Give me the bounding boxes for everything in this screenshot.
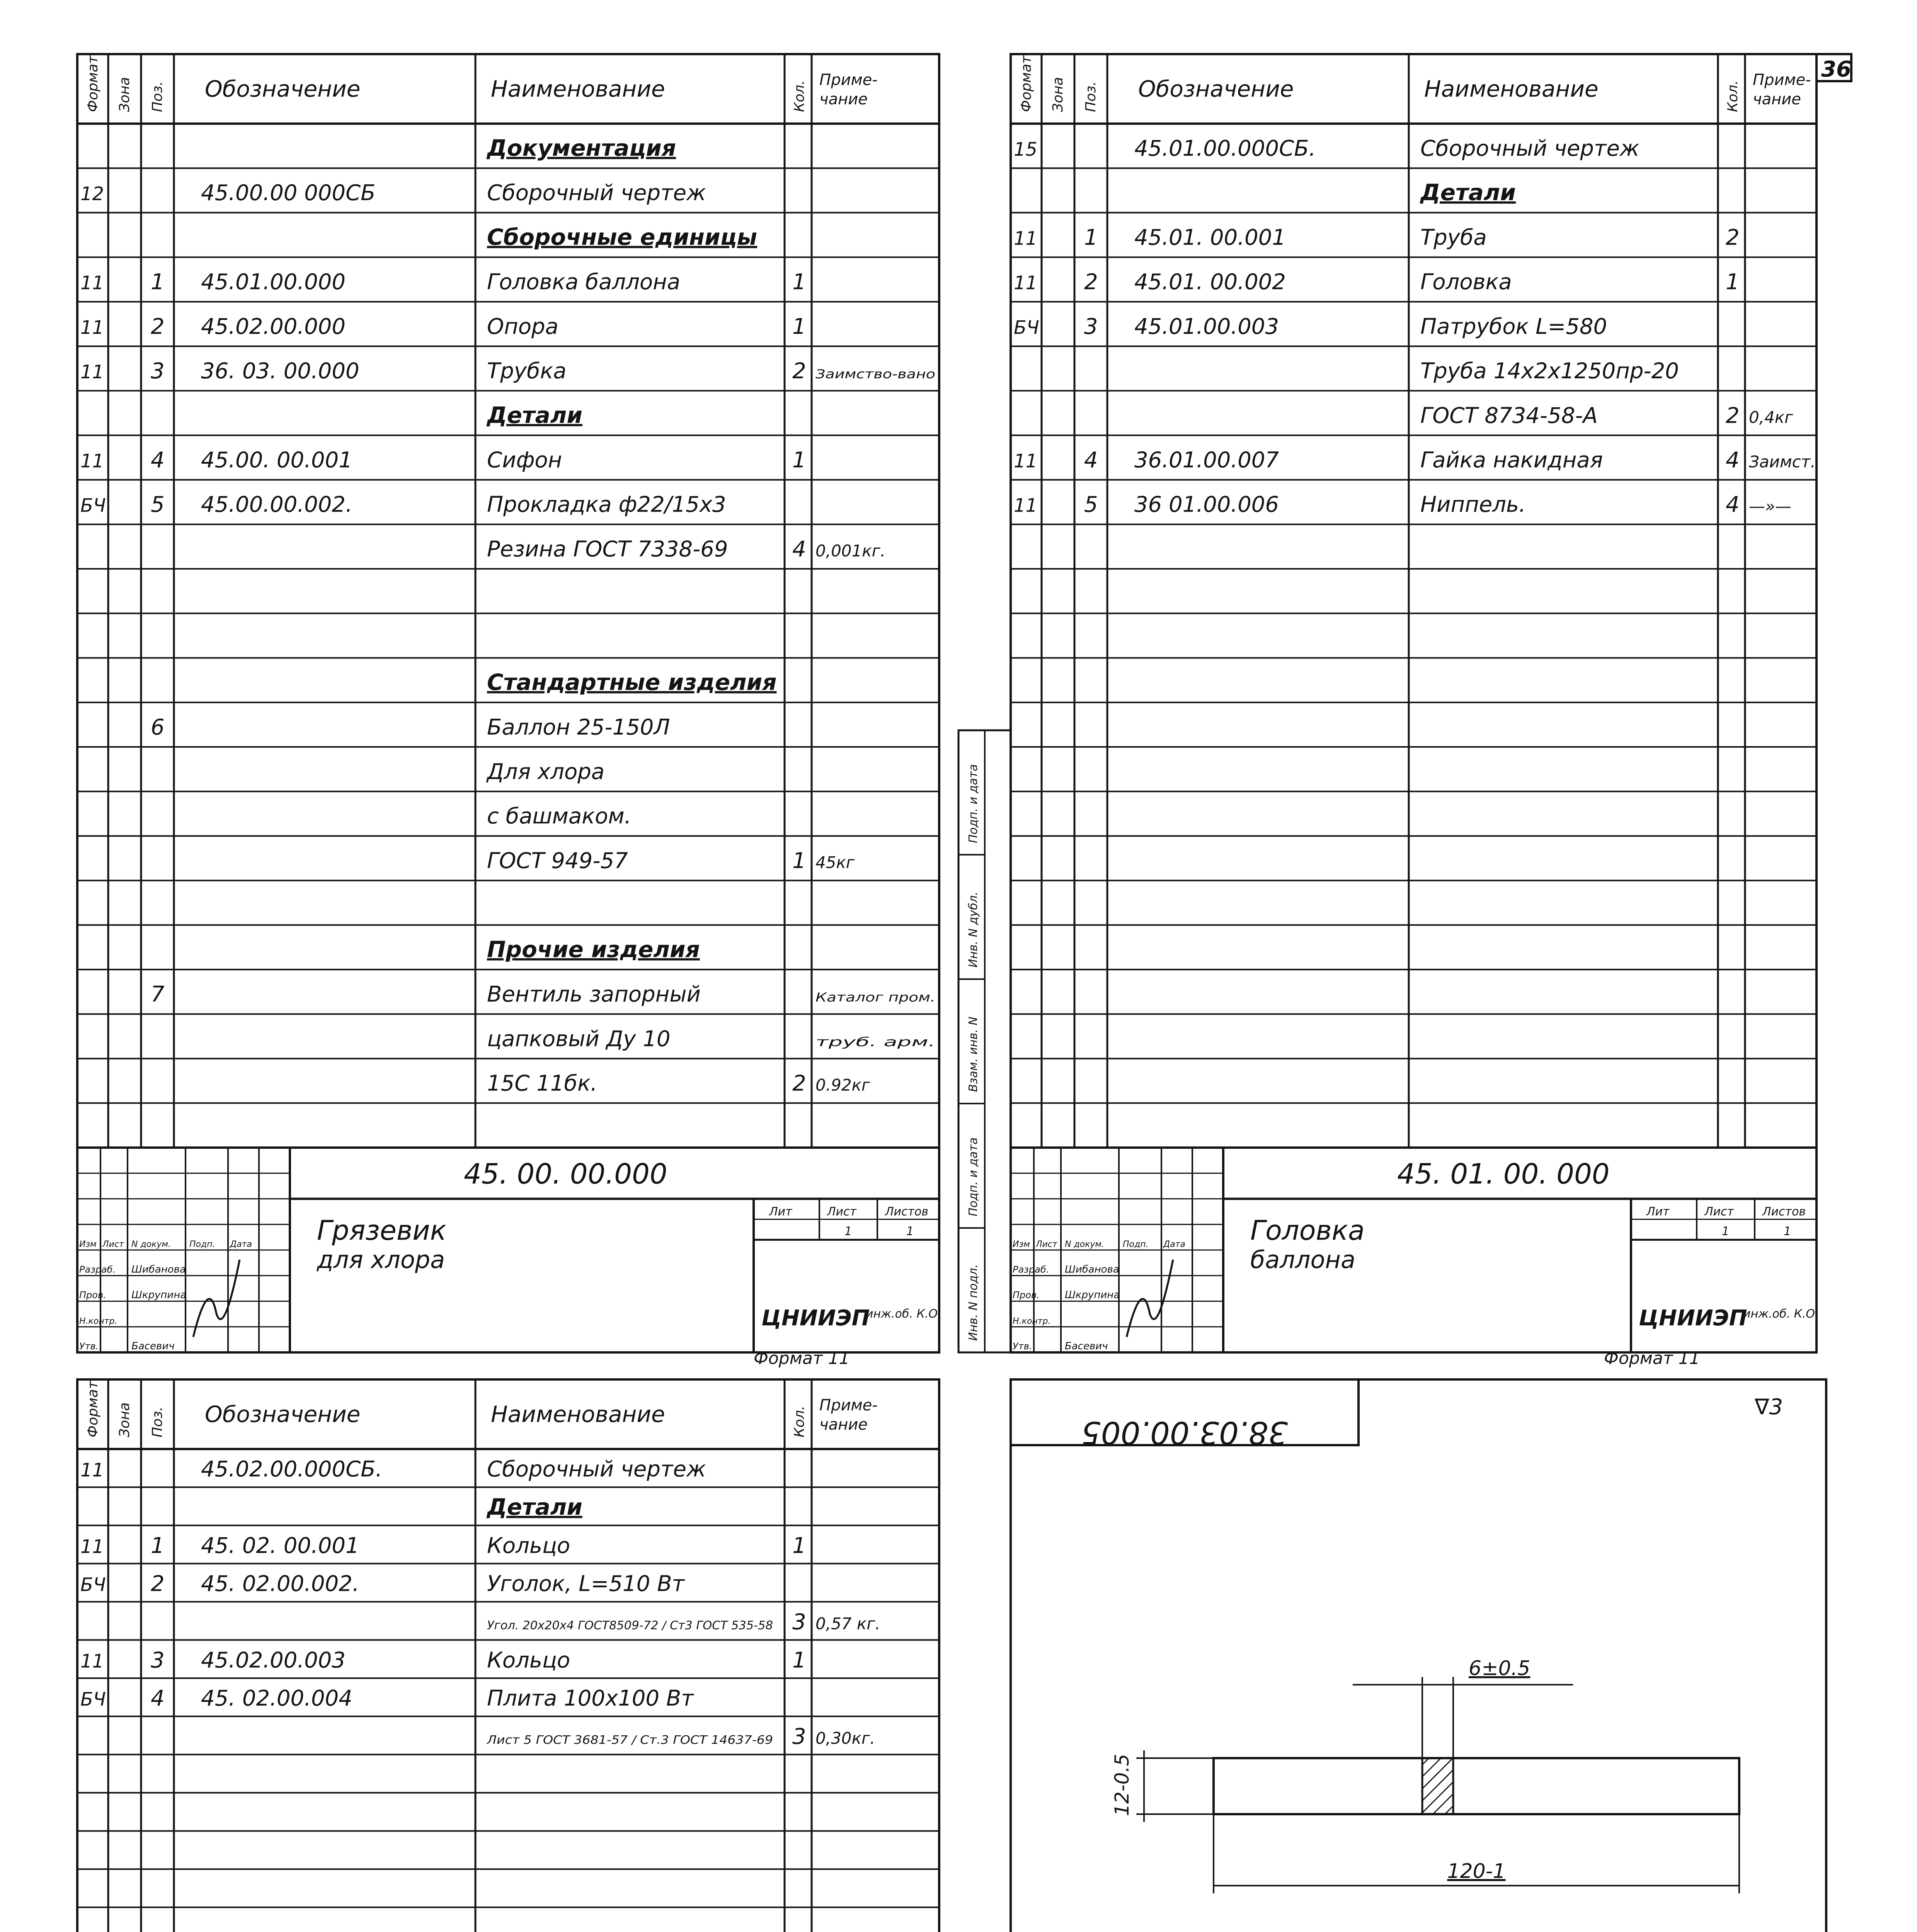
cell-qty: 4 [1726,492,1740,517]
margin-label: Инв. N подл. [967,1264,980,1341]
cell-designation: 45.00.00 000СБ [201,180,376,206]
header-pos: Поз. [150,1406,165,1437]
table-row [77,180,939,213]
cell-name: Опора [487,314,558,339]
tb-nkontr: Н.контр. [79,1316,117,1326]
spec-sheet-golovka-ballona [958,54,1819,1352]
header-name: Наименование [491,1401,665,1427]
cell-name: ГОСТ 8734-58-А [1420,403,1598,429]
cell-format: БЧ [80,1574,106,1596]
cell-name-small: Лист 5 ГОСТ 3681-57 / Ст.3 ГОСТ 14637-69 [486,1733,773,1747]
tb-utv-name: Басевич [131,1340,175,1352]
cell-name: Вентиль запорный [487,982,701,1007]
tb-razrab-name: Шибанова [1065,1264,1119,1276]
cell-qty: 2 [1726,403,1740,429]
table-row [77,1494,939,1526]
header-format: Формат [1018,55,1034,112]
tb-prov: Пров. [1013,1289,1040,1301]
tb-razrab-name: Шибанова [131,1264,186,1276]
cell-pos: 5 [1084,492,1098,517]
header-format: Формат [85,55,101,112]
cell-qty: 4 [792,536,806,562]
cell-pos: 7 [151,982,165,1007]
tb-org: ЦНИИЭП [761,1306,870,1331]
cell-format: 11 [1014,228,1038,250]
tb-lit: Лит [1646,1205,1670,1219]
tb-utv-name: Басевич [1065,1340,1108,1352]
table-row [77,982,939,1014]
tb-sheets: 1 [906,1225,914,1238]
cell-name: Сборочный чертеж [487,180,706,206]
cell-name: Ниппель. [1420,492,1526,517]
header-note: Приме- [1753,71,1811,89]
table-row [77,1533,939,1564]
cell-name: Кольцо [487,1533,570,1558]
cell-pos: 3 [151,1648,165,1673]
tb-doc: N докум. [131,1240,171,1249]
table-row [77,1686,939,1716]
table-row [1011,403,1817,435]
table-row [77,848,939,880]
header-note-2: чание [819,90,868,108]
tb-sheet: 1 [844,1225,852,1238]
dim-width: 6±0.5 [1469,1657,1531,1680]
title-block [1011,1148,1819,1352]
cell-name: Сборочный чертеж [487,1457,706,1482]
tb-date: Дата [230,1240,252,1249]
cell-qty: 3 [792,1609,806,1635]
cell-format: 11 [1014,272,1038,294]
cell-note: 0.92кг [815,1075,870,1095]
cell-note: —»— [1749,497,1791,516]
cell-note: труб. арм. [815,1034,935,1049]
cell-pos: 5 [151,492,165,517]
cell-pos: 2 [151,1571,165,1597]
format-label-q2: Формат 11 [1604,1349,1700,1368]
cell-qty: 1 [792,1533,806,1558]
tb-title-2: для хлора [317,1245,445,1274]
cell-designation: 45.00.00.002. [201,492,352,517]
cell-name: Для хлора [487,759,605,784]
cell-designation: 45.01. 00.002 [1134,269,1286,295]
cell-designation: 45.01.00.000СБ. [1134,136,1316,161]
cell-qty: 1 [792,848,806,874]
cell-qty: 3 [792,1724,806,1750]
title-block [77,1148,941,1352]
cell-qty: 2 [1726,225,1740,250]
cell-qty: 1 [792,447,806,473]
cell-format: 11 [1014,495,1038,517]
cell-name: цапковый Ду 10 [487,1026,671,1052]
cell-qty: 2 [792,1071,806,1096]
cell-format: 11 [80,316,104,338]
table-row [77,936,939,969]
signature [1127,1260,1173,1337]
cell-section: Сборочные единицы [487,224,758,250]
table-row [77,759,939,791]
margin-label: Подп. и дата [967,764,980,843]
tb-razrab: Разраб. [1013,1264,1049,1275]
table-row [77,1610,939,1640]
spec-sheet-gryazevik [77,54,941,1352]
tb-izm: Изм [1013,1240,1030,1249]
cell-section: Детали [1420,179,1516,206]
cell-qty: 1 [792,314,806,339]
cell-pos: 4 [151,1686,165,1711]
dim-length: 120-1 [1447,1860,1506,1883]
table-row [77,224,939,257]
cell-section: Детали [487,1494,582,1520]
cell-note: 0,4кг [1749,408,1793,427]
header-note-2: чание [819,1416,868,1434]
cell-section: Детали [487,402,582,429]
tb-sign: Подп. [189,1240,215,1249]
cell-designation: 45. 02. 00.001 [201,1533,359,1558]
cell-qty: 1 [792,1648,806,1673]
table-row [1011,492,1817,524]
cell-format: 11 [80,361,104,383]
spec-header [1018,55,1811,112]
cell-designation: 36 01.00.006 [1134,492,1279,517]
header-designation: Обозначение [205,1401,361,1427]
table-row [1011,179,1817,213]
cell-name: Гайка накидная [1420,447,1603,473]
table-row [1011,359,1817,391]
cell-name: 15С 11бк. [487,1071,598,1096]
header-name: Наименование [1424,76,1599,102]
cell-qty: 1 [792,269,806,295]
header-pos: Поз. [1083,81,1099,112]
cell-pos: 6 [151,714,165,740]
tb-list-2: Лист [1704,1205,1734,1219]
cell-pos: 1 [151,1533,165,1558]
table-row [77,359,939,391]
table-row [77,402,939,435]
tb-doc-code: 45. 00. 00.000 [464,1157,667,1190]
tb-title: Головка [1250,1214,1365,1247]
table-row [77,1724,939,1755]
table-row [1011,270,1817,302]
cell-note: Каталог пром. [815,990,935,1005]
cell-name: с башмаком. [487,804,632,829]
cell-name-small: Угол. 20х20х4 ГОСТ8509-72 / Ст3 ГОСТ 535-58 [487,1619,773,1633]
header-qty: Кол. [792,1405,807,1437]
cell-note: 0,001кг. [815,541,886,560]
table-row [77,715,939,747]
tb-razrab: Разраб. [79,1264,116,1275]
tb-prov: Пров. [79,1289,106,1301]
spec-header [85,1381,878,1437]
cell-pos: 2 [1084,269,1098,295]
tb-list: Лист [1036,1240,1057,1249]
cell-pos: 4 [151,447,165,473]
page-number: 36 [1821,57,1851,82]
table-row [77,537,939,569]
cell-note: 0,57 кг. [815,1614,880,1633]
cell-section: Стандартные изделия [487,669,777,696]
tb-sheets: 1 [1784,1225,1791,1238]
margin-label: Взам. инв. N [967,1017,980,1092]
cell-name: Баллон 25-150Л [487,714,670,740]
cell-name: Уголок, L=510 Вт [487,1571,685,1597]
cell-format: 11 [80,272,104,294]
tb-title: Грязевик [317,1214,446,1247]
table-row [77,447,939,480]
cell-name: Головка баллона [487,269,681,295]
tb-doc: N докум. [1065,1240,1105,1249]
cell-name: Резина ГОСТ 7338-69 [487,536,728,562]
header-designation: Обозначение [205,76,361,102]
table-row [77,1648,939,1678]
hatched-slot [1422,1758,1453,1814]
header-note-2: чание [1753,90,1801,108]
mirrored-code: 38.03.00.005 [1081,1415,1288,1451]
cell-name: Трубка [487,359,567,384]
tb-lit: Лит [769,1205,792,1219]
cell-note: 45кг [815,853,855,872]
drawing-frame [1011,1379,1826,1932]
cell-designation: 36.01.00.007 [1134,447,1279,473]
cell-pos: 2 [151,314,165,339]
tb-izm: Изм [79,1240,97,1249]
cell-note: 0,30кг. [815,1729,875,1748]
cell-designation: 45.02.00.000СБ. [201,1457,383,1482]
tb-listov: Листов [885,1205,929,1219]
cell-designation: 45. 02.00.004 [201,1686,352,1711]
tb-listov: Листов [1762,1205,1806,1219]
header-zone: Зона [117,1402,133,1437]
tb-utv: Утв. [1013,1341,1032,1352]
cell-name: Кольцо [487,1648,570,1673]
cell-qty: 2 [792,359,806,384]
cell-designation: 45.02.00.003 [201,1648,346,1673]
cell-name: ГОСТ 949-57 [487,848,628,874]
format-label-q1: Формат 11 [754,1349,850,1368]
part-outline [1214,1758,1739,1814]
table-row [1011,447,1817,480]
signature [193,1260,240,1337]
spec-header [85,55,878,112]
header-format: Формат [85,1381,101,1437]
tb-list: Лист [102,1240,124,1249]
table-row [77,1071,939,1103]
cell-pos: 3 [1084,314,1098,339]
tb-prov-name: Шкрупина [131,1289,187,1301]
header-zone: Зона [1050,77,1066,112]
cell-format: БЧ [1014,316,1039,338]
table-row [77,1571,939,1602]
cell-designation: 45.01.00.003 [1134,314,1279,339]
part-drawing-rukoyatka [958,1379,1826,1932]
table-row [1011,136,1817,168]
header-pos: Поз. [150,81,165,112]
table-row [77,1026,939,1058]
cell-name: Сборочный чертеж [1420,136,1639,161]
cell-format: БЧ [80,1689,106,1711]
cell-section: Документация [487,134,676,161]
cell-format: 11 [80,1650,104,1672]
cell-qty: 4 [1726,447,1740,473]
tb-doc-code: 45. 01. 00. 000 [1397,1157,1610,1190]
cell-designation: 45. 02.00.002. [201,1571,359,1597]
header-note: Приме- [819,1396,878,1414]
table-row [77,804,939,836]
cell-section: Прочие изделия [487,936,700,963]
cell-designation: 36. 03. 00.000 [201,359,359,384]
table-row [77,270,939,302]
cell-qty: 1 [1726,269,1740,295]
header-qty: Кол. [792,80,807,112]
header-qty: Кол. [1725,80,1741,112]
spec-sheet-opora [77,1379,941,1932]
table-row [1011,314,1817,346]
cell-name: Головка [1420,269,1512,295]
margin-label: Инв. N дубл. [967,891,980,968]
cell-format: 12 [80,183,104,205]
header-zone: Зона [117,77,133,112]
tb-sign: Подп. [1123,1240,1149,1249]
cell-pos: 3 [151,359,165,384]
cell-name: Плита 100х100 Вт [487,1686,694,1711]
tb-org-sub: инж.об. К.О. [1743,1307,1819,1321]
cell-name: Сифон [487,447,562,473]
dim-height: 12-0.5 [1111,1753,1133,1816]
cell-designation: 45.00. 00.001 [201,447,352,473]
cell-format: 11 [1014,450,1038,472]
roughness-mark: ∇3 [1755,1395,1783,1420]
cell-name: Патрубок L=580 [1420,314,1607,339]
tb-nkontr: Н.контр. [1013,1316,1051,1326]
cell-pos: 4 [1084,447,1098,473]
tb-date: Дата [1163,1240,1185,1249]
cell-pos: 1 [151,269,165,295]
tb-org: ЦНИИЭП [1639,1306,1747,1331]
cell-format: 11 [80,450,104,472]
cell-designation: 45.01. 00.001 [1134,225,1286,250]
tb-list-2: Лист [827,1205,857,1219]
tb-utv: Утв. [79,1341,99,1352]
cell-format: 11 [80,1459,104,1481]
table-row [77,669,939,702]
table-row [1011,225,1817,257]
table-row [77,314,939,346]
tb-org-sub: инж.об. К.О. [866,1307,941,1321]
cell-designation: 45.01.00.000 [201,269,346,295]
table-row [77,135,939,168]
tb-prov-name: Шкрупина [1065,1289,1120,1301]
cell-format: 15 [1014,138,1038,160]
margin-label: Подп. и дата [967,1137,980,1216]
table-row [77,1457,939,1487]
header-name: Наименование [491,76,665,102]
cell-note: Заимство-вано [815,367,935,382]
table-row [77,492,939,524]
page-number-box [1817,54,1851,82]
cell-name: Прокладка ф22/15х3 [487,492,726,517]
header-designation: Обозначение [1138,76,1294,102]
cell-note: Заимст. [1749,452,1816,471]
tb-sheet: 1 [1722,1225,1730,1238]
cell-name: Труба [1420,225,1487,250]
tb-title-2: баллона [1250,1245,1355,1274]
header-note: Приме- [819,71,878,89]
cell-designation: 45.02.00.000 [201,314,346,339]
cell-pos: 1 [1084,225,1098,250]
cell-format: 11 [80,1536,104,1558]
cell-format: БЧ [80,495,106,517]
cell-name: Труба 14х2х1250пр-20 [1420,359,1679,384]
